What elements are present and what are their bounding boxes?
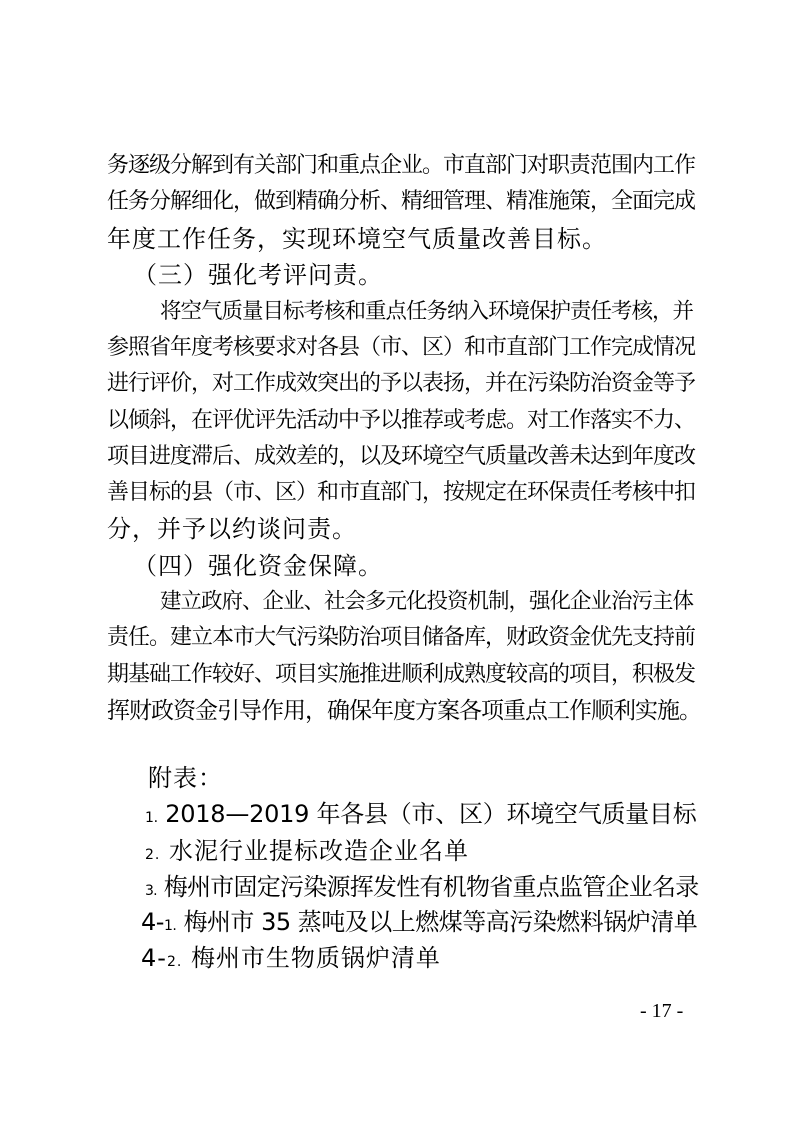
- body-line: 善目标的县（市、区）和市直部门，按规定在环保责任考核中扣: [107, 480, 696, 505]
- appendix-item-text: 梅州市生物质锅炉清单: [190, 944, 441, 972]
- body-line: 建立政府、企业、社会多元化投资机制，强化企业治污主体: [160, 589, 694, 614]
- appendix-item: [141, 904, 697, 940]
- appendix-item-number: 2.: [145, 847, 161, 863]
- appendix-title: 附表：: [148, 764, 223, 792]
- body-line: 进行评价，对工作成效突出的予以表扬，并在污染防治资金等予: [107, 371, 696, 396]
- appendix-item: [145, 796, 697, 832]
- body-line: 项目进度滞后、成效差的，以及环境空气质量改善未达到年度改: [107, 444, 696, 469]
- appendix-item-text: 梅州市固定污染源挥发性有机物省重点监管企业名录: [163, 873, 699, 901]
- body-line: 将空气质量目标考核和重点任务纳入环境保护责任考核，并: [160, 299, 694, 324]
- body-line: 期基础工作较好、项目实施推进顺利成熟度较高的项目，积极发: [107, 662, 696, 687]
- body-line: 分，并予以约谈问责。: [107, 515, 357, 543]
- appendix-item-text: 梅州市 35 蒸吨及以上燃煤等高污染燃料锅炉清单: [183, 908, 698, 936]
- appendix-item: [141, 940, 441, 976]
- body-line: 年度工作任务，实现环境空气质量改善目标。: [107, 225, 607, 253]
- section-heading: （三）强化考评问责。: [133, 261, 383, 289]
- body-line: 责任。建立本市大气污染防治项目储备库，财政资金优先支持前: [107, 625, 696, 650]
- appendix-item-prefix: 4-: [141, 908, 164, 936]
- section-heading: （四）强化资金保障。: [133, 552, 383, 580]
- appendix-item-text: 2018—2019 年各县（市、区）环境空气质量目标: [165, 800, 697, 828]
- appendix-item: [145, 869, 699, 905]
- appendix-item-prefix: 4-: [141, 944, 167, 972]
- appendix-item-number: 1.: [145, 810, 158, 826]
- appendix-item-number: 3.: [145, 883, 157, 899]
- appendix-item: [145, 833, 469, 869]
- body-line: 挥财政资金引导作用，确保年度方案各项重点工作顺利实施。: [107, 698, 701, 724]
- appendix-item-text: 水泥行业提标改造企业名单: [169, 837, 469, 865]
- page-number: - 17 -: [640, 1000, 684, 1022]
- appendix-item-number: 1.: [163, 918, 177, 934]
- body-line: 务逐级分解到有关部门和重点企业。市直部门对职责范围内工作: [107, 153, 696, 178]
- body-line: 参照省年度考核要求对各县（市、区）和市直部门工作完成情况: [107, 335, 696, 360]
- appendix-item-number: 2.: [166, 954, 183, 970]
- body-line: 任务分解细化，做到精确分析、精细管理、精准施策，全面完成: [107, 189, 696, 214]
- body-line: 以倾斜，在评优评先活动中予以推荐或考虑。对工作落实不力、: [107, 408, 696, 433]
